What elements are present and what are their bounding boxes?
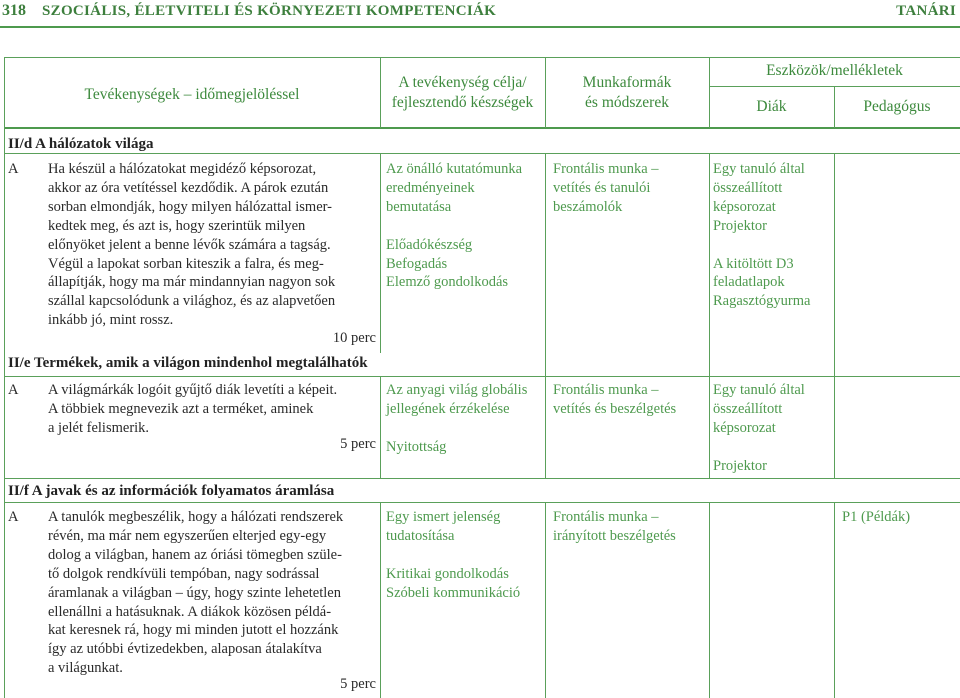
grid-line [834,376,835,478]
forms-line: Frontális munka – [553,509,659,525]
forms-text [553,160,659,217]
activity-text [48,381,337,438]
activity-line: a jelét felismerik. [48,419,150,436]
student-tool-line: összeállított [713,179,783,196]
activity-marker: A [8,509,19,525]
forms-line: beszámolók [553,198,623,215]
goal-line: Szóbeli kommunikáció [386,584,521,601]
spacer [386,217,522,236]
student-tool-line: képsorozat [713,419,776,436]
grid-line [380,376,381,478]
goal-line: tudatosítása [386,527,455,544]
activity-line: akkor az óra vetítéssel kezdődik. A párok ezután [48,179,329,196]
goal-line: Nyitottság [386,438,447,455]
goal-line: eredményeinek [386,179,475,196]
column-header-activities: Tevékenységek – időmegjelöléssel [84,86,300,103]
spacer [713,438,805,457]
student-tool-line: A kitöltött D3 [713,255,794,272]
column-header-goal-line1: A tevékenység célja/ [398,74,527,91]
student-tool-line: Projektor [713,217,767,234]
activity-line: A tanulók megbeszélik, hogy a hálózati rendszerek [48,509,344,525]
activity-line: előnyöket jelent a benne lévők számára a tagság. [48,236,331,253]
goal-line: Az anyagi világ globális [386,382,528,398]
grid-line [4,57,5,698]
forms-text [553,381,676,419]
activity-line: tő dolgok rendkívüli tempóban, nagy sodrással [48,565,320,582]
forms-line: irányított beszélgetés [553,527,676,544]
forms-line: vetítés és beszélgetés [553,400,677,417]
forms-line: vetítés és tanulói [553,179,651,196]
grid-line [709,153,710,376]
student-tool-line: feladatlapok [713,274,785,291]
activity-line: sorban elmondják, hogy milyen hálózattal ismer- [48,198,332,215]
column-header-forms [545,73,709,113]
grid-line [4,57,960,58]
spacer [386,546,520,565]
activity-line: dolog a világban, hanem az óriási tömegben szüle- [48,546,342,563]
section-title: II/f A javak és az információk folyamatos áramlása [8,483,335,499]
forms-text [553,508,676,546]
column-header-goal [380,73,545,113]
goal-text [386,381,527,457]
column-header-student: Diák [756,98,787,115]
page-tag: TANÁRI [896,3,956,19]
time-label: 5 perc [340,676,376,692]
activity-line: A többiek megnevezik azt a terméket, aminek [48,400,314,417]
activity-line: kedtek meg, és azt is, hogy szerintük milyen [48,217,306,234]
goal-line: Egy ismert jelenség [386,509,501,525]
goal-line: Befogadás [386,255,448,272]
column-header-goal-line2: fejlesztendő készségek [391,94,534,111]
grid-line [709,376,710,478]
activity-line: kat keresnek rá, hogy mi minden jutott el hozzánk [48,622,339,639]
activity-line: áramlanak a világban – úgy, hogy szinte lehetetlen [48,584,341,601]
goal-line: bemutatása [386,198,452,215]
activity-line: állapítják, hogy ma már mindannyian nagyon sok [48,274,336,291]
grid-line [545,502,546,698]
grid-line [4,127,960,129]
activity-line: így az utóbbi évtizedekben, alaposan átalakítva [48,641,322,658]
header-rule [0,26,960,28]
grid-line [834,502,835,698]
time-label: 10 perc [332,330,376,346]
forms-line: Frontális munka – [553,382,659,398]
column-header-teacher: Pedagógus [863,98,931,115]
activity-text [48,508,343,678]
activity-line: A világmárkák logóit gyűjtő diák levetíti a képeit. [48,382,338,398]
goal-line: jellegének érzékelése [386,400,510,417]
goal-text [386,160,522,292]
column-header-forms-line2: és módszerek [585,94,669,111]
page-number: 318 [2,2,26,19]
goal-text [386,508,520,603]
student-tools-text [713,381,805,476]
activity-line: Végül a lapokat sorban kiteszik a falra, és meg- [48,255,324,272]
grid-line [545,153,546,376]
student-tool-line: összeállított [713,400,783,417]
page-header [0,0,960,26]
grid-line [709,502,710,698]
spacer [713,236,810,255]
teacher-tool-line: P1 (Példák) [842,509,911,525]
activity-text [48,160,335,330]
activity-line: ellenállni a hatásuknak. A diákok közösen példá- [48,603,332,620]
grid-line [4,478,960,479]
student-tool-line: Egy tanuló által [713,382,805,398]
section-title: II/d A hálózatok világa [8,136,154,152]
grid-line [380,153,381,353]
goal-line: Kritikai gondolkodás [386,565,509,582]
column-header-forms-line1: Munkaformák [582,74,672,91]
goal-line: Előadókészség [386,236,473,253]
activity-line: szállal kapcsolódunk a világhoz, és az alapvetően [48,293,336,310]
teacher-tools-text [842,508,910,527]
student-tool-line: Egy tanuló által [713,161,805,177]
forms-line: Frontális munka – [553,161,659,177]
column-header-tools: Eszközök/mellékletek [766,62,903,79]
time-label: 5 perc [340,436,376,452]
goal-line: Az önálló kutatómunka [386,161,523,177]
activity-marker: A [8,382,19,398]
grid-line [834,153,835,376]
activity-line: inkább jó, mint rossz. [48,312,174,329]
grid-line [4,502,960,503]
activity-marker: A [8,161,19,177]
grid-line [380,502,381,698]
student-tools-text [713,160,810,311]
goal-line: Elemző gondolkodás [386,274,509,291]
student-tool-line: Projektor [713,457,767,474]
page-title: SZOCIÁLIS, ÉLETVITELI ÉS KÖRNYEZETI KOMPETENCIÁK [42,3,497,19]
grid-line [545,376,546,478]
student-tool-line: képsorozat [713,198,776,215]
student-tool-line: Ragasztógyurma [713,293,811,310]
activity-line: révén, ma már nem egyszerűen elterjed egy-egy [48,527,327,544]
grid-line [4,376,960,377]
spacer [386,419,527,438]
section-title: II/e Termékek, amik a világon mindenhol megtalálhatók [8,355,368,371]
activity-line: a világunkat. [48,660,123,677]
activity-line: Ha készül a hálózatokat megidéző képsorozat, [48,161,317,177]
